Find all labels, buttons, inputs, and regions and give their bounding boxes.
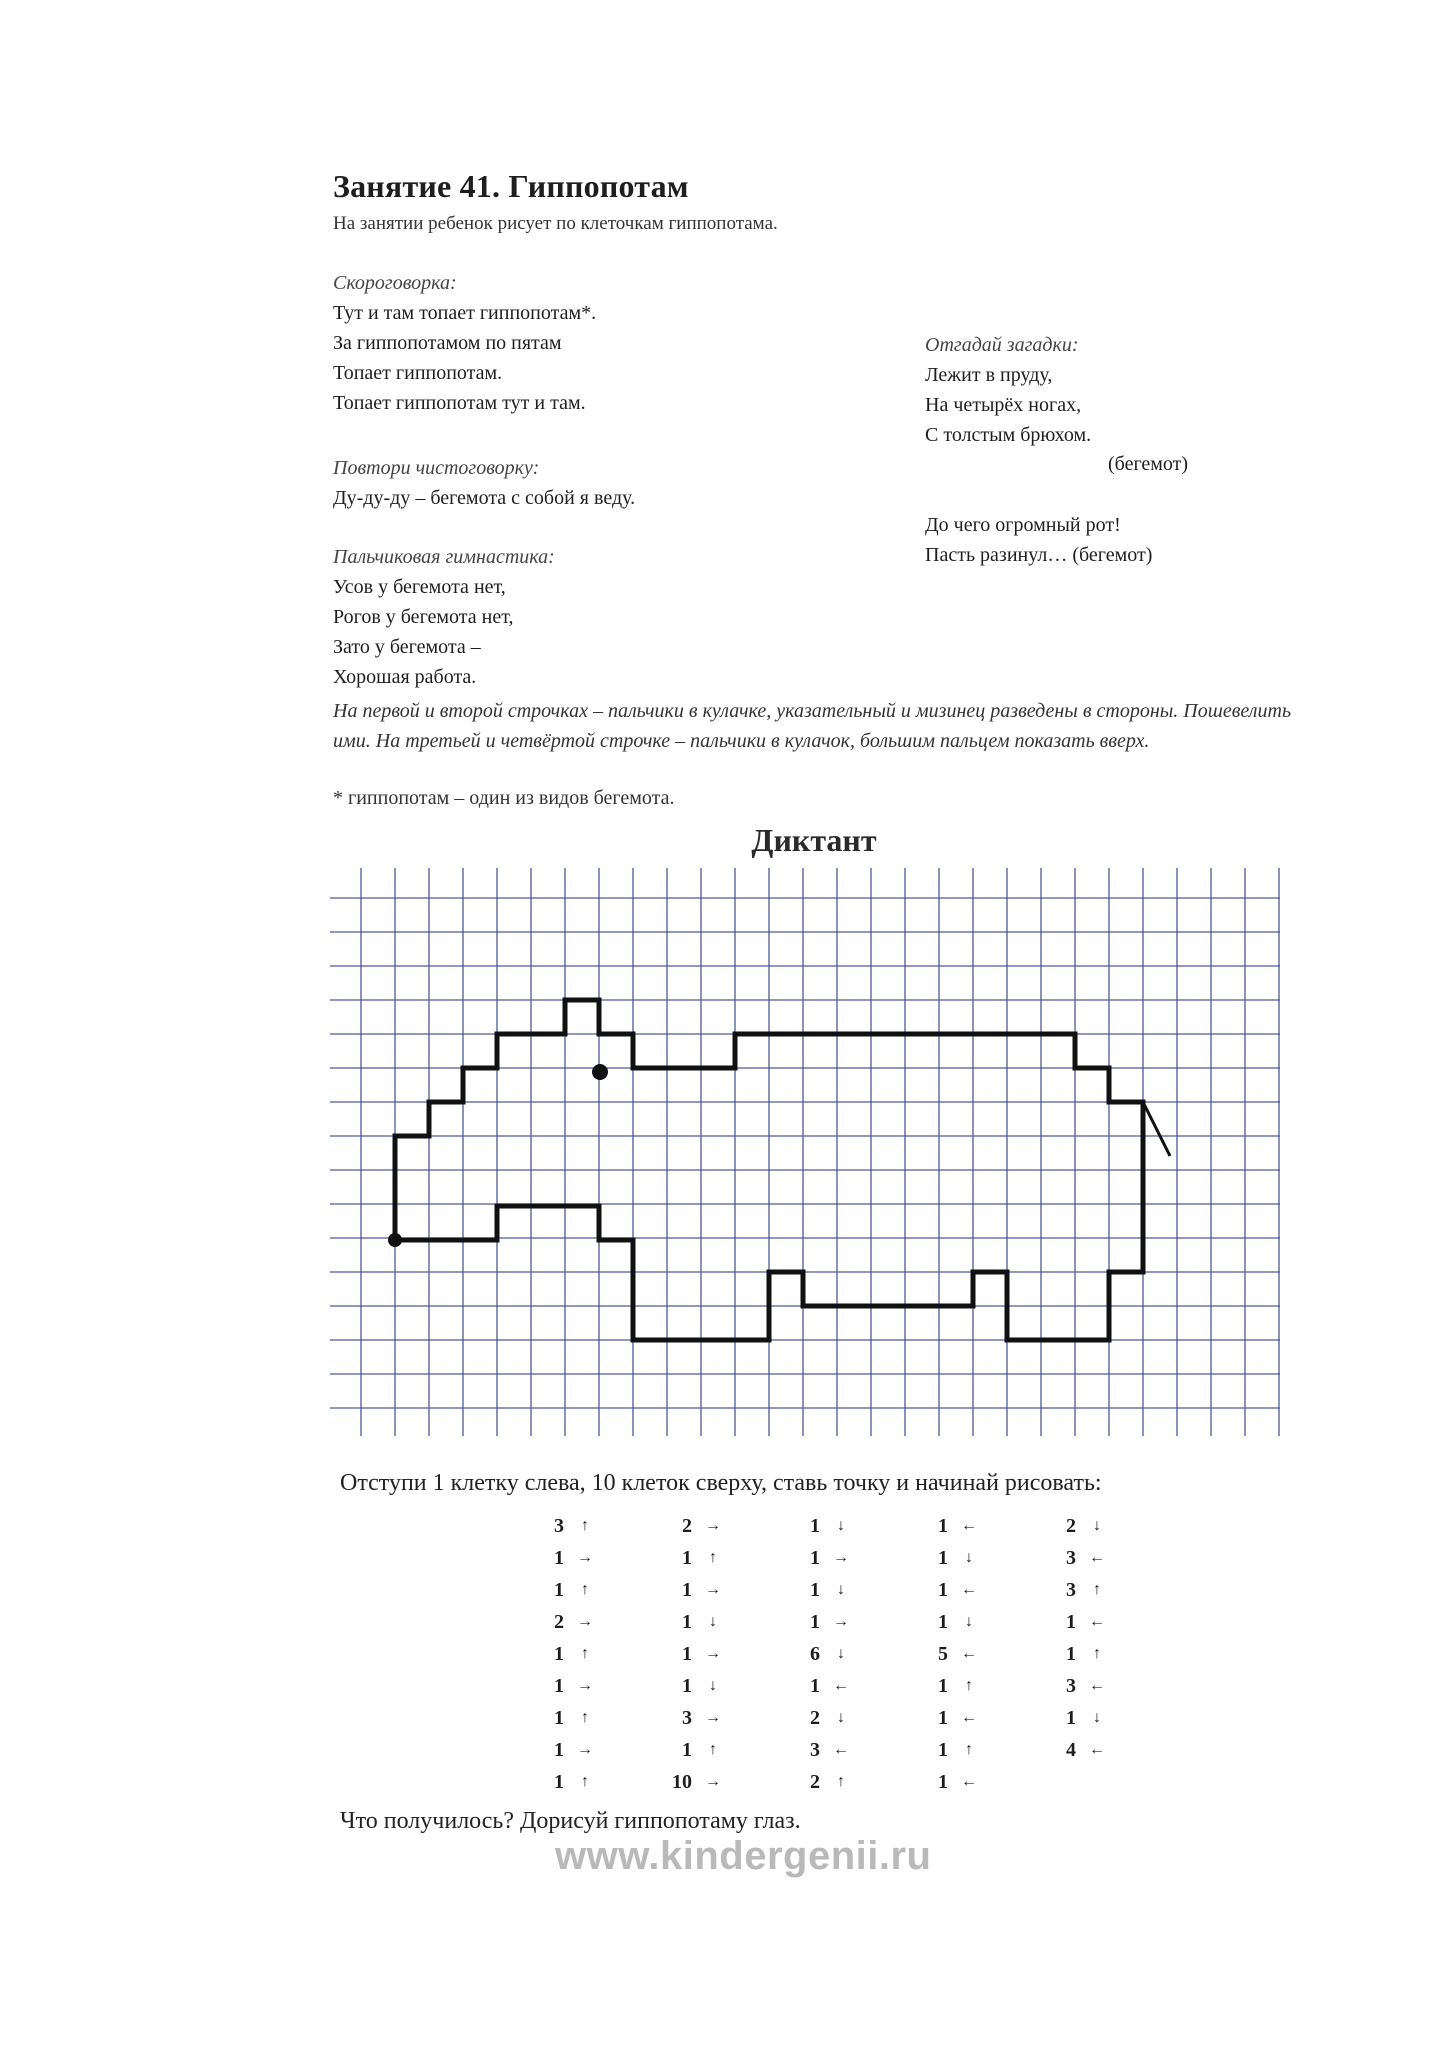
step-count: 1 (554, 1546, 564, 1569)
dictant-step (786, 1574, 896, 1606)
direction-arrow-icon: ↓ (1093, 1709, 1101, 1726)
dictant-step (914, 1670, 1024, 1702)
step-count: 1 (682, 1610, 692, 1633)
dictant-step (786, 1702, 896, 1734)
finger-gym-section (333, 542, 555, 692)
step-count: 1 (938, 1610, 948, 1633)
dictant-step (530, 1574, 640, 1606)
step-count: 1 (810, 1514, 820, 1537)
direction-arrow-icon: ← (1089, 1677, 1105, 1694)
final-question: Что получилось? Дорисуй гиппопотаму глаз. (340, 1808, 801, 1834)
direction-arrow-icon: ← (1089, 1613, 1105, 1630)
step-count: 1 (938, 1674, 948, 1697)
dictant-step (1042, 1510, 1152, 1542)
step-count: 1 (682, 1546, 692, 1569)
direction-arrow-icon: → (705, 1773, 721, 1790)
direction-arrow-icon: ← (961, 1773, 977, 1790)
finger-gym-line: Рогов у бегемота нет, (333, 606, 514, 628)
step-count: 6 (810, 1642, 820, 1665)
step-count: 1 (938, 1578, 948, 1601)
direction-arrow-icon: → (833, 1613, 849, 1630)
direction-arrow-icon: ← (1089, 1549, 1105, 1566)
step-count: 2 (1066, 1514, 1076, 1537)
dictant-step (786, 1606, 896, 1638)
direction-arrow-icon: ← (833, 1677, 849, 1694)
step-count: 1 (938, 1738, 948, 1761)
step-count: 3 (1066, 1674, 1076, 1697)
direction-arrow-icon: ↓ (709, 1677, 717, 1694)
tongue-twister-line: Топает гиппопотам. (333, 362, 503, 384)
hippo-tail (1143, 1102, 1170, 1156)
riddles-section (925, 330, 1091, 450)
riddles-heading: Отгадай загадки: (925, 334, 1079, 356)
finger-gym-line: Усов у бегемота нет, (333, 576, 506, 598)
finger-gym-line: Зато у бегемота – (333, 636, 481, 658)
dictant-step (530, 1766, 640, 1798)
dictant-step (914, 1574, 1024, 1606)
watermark: www.kindergenii.ru (555, 1834, 932, 1878)
riddle-line: До чего огромный рот! (925, 514, 1121, 536)
dictant-step (658, 1670, 768, 1702)
dictant-step (530, 1542, 640, 1574)
dictant-step (658, 1606, 768, 1638)
dictant-step (530, 1606, 640, 1638)
step-count: 1 (938, 1546, 948, 1569)
step-count: 3 (682, 1706, 692, 1729)
step-count: 1 (682, 1642, 692, 1665)
dictant-step (530, 1510, 640, 1542)
direction-arrow-icon: → (705, 1517, 721, 1534)
step-count: 5 (938, 1642, 948, 1665)
dictant-step (786, 1670, 896, 1702)
direction-arrow-icon: ↑ (581, 1517, 589, 1534)
dictant-step (914, 1606, 1024, 1638)
step-count: 1 (554, 1578, 564, 1601)
step-count: 1 (1066, 1610, 1076, 1633)
direction-arrow-icon: ← (1089, 1741, 1105, 1758)
direction-arrow-icon: ← (961, 1709, 977, 1726)
tongue-twister-section (333, 268, 596, 418)
direction-arrow-icon: ↑ (965, 1741, 973, 1758)
direction-arrow-icon: → (577, 1549, 593, 1566)
page-subtitle: На занятии ребенок рисует по клеточкам гиппопотама. (333, 213, 778, 234)
steps-column (786, 1510, 896, 1798)
direction-arrow-icon: ↓ (965, 1613, 973, 1630)
start-dot (388, 1233, 402, 1247)
dictant-title: Диктант (751, 822, 877, 858)
riddle-line: С толстым брюхом. (925, 424, 1092, 446)
dictant-step (1042, 1542, 1152, 1574)
direction-arrow-icon: ↓ (965, 1549, 973, 1566)
finger-gym-line: Хорошая работа. (333, 666, 477, 688)
step-count: 3 (1066, 1578, 1076, 1601)
tongue-twister-line: Топает гиппопотам тут и там. (333, 392, 586, 414)
direction-arrow-icon: ↑ (837, 1773, 845, 1790)
dictant-step (1042, 1702, 1152, 1734)
direction-arrow-icon: ↑ (965, 1677, 973, 1694)
steps-column (1042, 1510, 1152, 1766)
riddle-answer: (бегемот) (1108, 453, 1189, 475)
dictant-step (530, 1638, 640, 1670)
steps-column (914, 1510, 1024, 1798)
direction-arrow-icon: → (705, 1709, 721, 1726)
step-count: 1 (938, 1514, 948, 1537)
direction-arrow-icon: ↑ (581, 1645, 589, 1662)
direction-arrow-icon: → (577, 1613, 593, 1630)
direction-arrow-icon: ↑ (581, 1709, 589, 1726)
dictant-step (1042, 1638, 1152, 1670)
direction-arrow-icon: ← (961, 1581, 977, 1598)
dictant-step (1042, 1670, 1152, 1702)
dictant-step (530, 1734, 640, 1766)
dictant-step (914, 1510, 1024, 1542)
dictant-step (786, 1734, 896, 1766)
step-count: 2 (554, 1610, 564, 1633)
dictant-step (658, 1702, 768, 1734)
finger-gym-note: На первой и второй строчках – пальчики в кулачке, указательный и мизинец разведены в стороны. Пошевелить ими. На третьей и четвёртой строчке – пальчики в кулачок, большим пальцем показать вверх. (333, 700, 1292, 752)
direction-arrow-icon: → (577, 1741, 593, 1758)
direction-arrow-icon: ↓ (709, 1613, 717, 1630)
dictant-step (914, 1638, 1024, 1670)
dictant-step (786, 1510, 896, 1542)
step-count: 1 (554, 1642, 564, 1665)
graph-paper-drawing (330, 858, 1280, 1458)
steps-column (530, 1510, 640, 1798)
direction-arrow-icon: → (833, 1549, 849, 1566)
step-count: 1 (938, 1706, 948, 1729)
step-count: 1 (810, 1610, 820, 1633)
step-count: 1 (1066, 1706, 1076, 1729)
step-count: 3 (1066, 1546, 1076, 1569)
step-count: 1 (1066, 1642, 1076, 1665)
tongue-twister-heading: Скороговорка: (333, 272, 457, 294)
step-count: 4 (1066, 1738, 1076, 1761)
dictant-step (530, 1702, 640, 1734)
direction-arrow-icon: ↑ (709, 1549, 717, 1566)
step-count: 1 (810, 1578, 820, 1601)
step-count: 2 (810, 1706, 820, 1729)
dictant-step (658, 1574, 768, 1606)
steps-column (658, 1510, 768, 1798)
riddle-line: На четырёх ногах, (925, 394, 1082, 416)
step-count: 1 (554, 1706, 564, 1729)
step-count: 1 (938, 1770, 948, 1793)
riddle-line: Лежит в пруду, (925, 364, 1053, 386)
step-count: 1 (810, 1674, 820, 1697)
page-title: Занятие 41. Гиппопотам (333, 168, 689, 204)
step-count: 1 (554, 1770, 564, 1793)
step-count: 1 (682, 1738, 692, 1761)
footnote: * гиппопотам – один из видов бегемота. (333, 787, 675, 809)
finger-gym-heading: Пальчиковая гимнастика: (333, 546, 555, 568)
dictant-step (658, 1542, 768, 1574)
dictant-step (658, 1638, 768, 1670)
dictant-instruction: Отступи 1 клетку слева, 10 клеток сверху, ставь точку и начинай рисовать: (340, 1470, 1102, 1496)
dictant-step (658, 1734, 768, 1766)
grid-lines (330, 868, 1280, 1436)
direction-arrow-icon: ↑ (581, 1773, 589, 1790)
dictant-step (914, 1734, 1024, 1766)
dictant-step (914, 1702, 1024, 1734)
dictant-step (786, 1542, 896, 1574)
tongue-twister-line: Тут и там топает гиппопотам*. (333, 302, 597, 324)
step-count: 1 (810, 1546, 820, 1569)
dictant-step (658, 1510, 768, 1542)
direction-arrow-icon: ↓ (837, 1581, 845, 1598)
dictant-step (530, 1670, 640, 1702)
step-count: 10 (672, 1770, 692, 1793)
repeat-section (333, 453, 635, 513)
step-count: 1 (682, 1578, 692, 1601)
direction-arrow-icon: → (577, 1677, 593, 1694)
step-count: 2 (682, 1514, 692, 1537)
step-count: 1 (554, 1674, 564, 1697)
riddle-line: Пасть разинул… (бегемот) (925, 544, 1153, 566)
direction-arrow-icon: ↓ (1093, 1517, 1101, 1534)
direction-arrow-icon: → (705, 1581, 721, 1598)
direction-arrow-icon: ← (833, 1741, 849, 1758)
dictant-step (658, 1766, 768, 1798)
riddle-two (925, 510, 1152, 570)
direction-arrow-icon: ↑ (1093, 1645, 1101, 1662)
dictant-step (914, 1766, 1024, 1798)
step-count: 3 (554, 1514, 564, 1537)
direction-arrow-icon: ↑ (1093, 1581, 1101, 1598)
dictant-step (1042, 1734, 1152, 1766)
dictant-step (786, 1638, 896, 1670)
step-count: 2 (810, 1770, 820, 1793)
dictant-step (1042, 1574, 1152, 1606)
direction-arrow-icon: → (705, 1645, 721, 1662)
direction-arrow-icon: ↑ (709, 1741, 717, 1758)
direction-arrow-icon: ↓ (837, 1645, 845, 1662)
repeat-heading: Повтори чистоговорку: (333, 457, 540, 479)
dictant-step (786, 1766, 896, 1798)
step-count: 1 (682, 1674, 692, 1697)
direction-arrow-icon: ↓ (837, 1709, 845, 1726)
direction-arrow-icon: ← (961, 1645, 977, 1662)
repeat-line: Ду-ду-ду – бегемота с собой я веду. (333, 487, 636, 509)
direction-arrow-icon: ↑ (581, 1581, 589, 1598)
hippo-eye (592, 1064, 608, 1080)
step-count: 1 (554, 1738, 564, 1761)
direction-arrow-icon: ← (961, 1517, 977, 1534)
tongue-twister-line: За гиппопотамом по пятам (333, 332, 562, 354)
dictant-step (1042, 1606, 1152, 1638)
direction-arrow-icon: ↓ (837, 1517, 845, 1534)
step-count: 3 (810, 1738, 820, 1761)
dictant-step (914, 1542, 1024, 1574)
